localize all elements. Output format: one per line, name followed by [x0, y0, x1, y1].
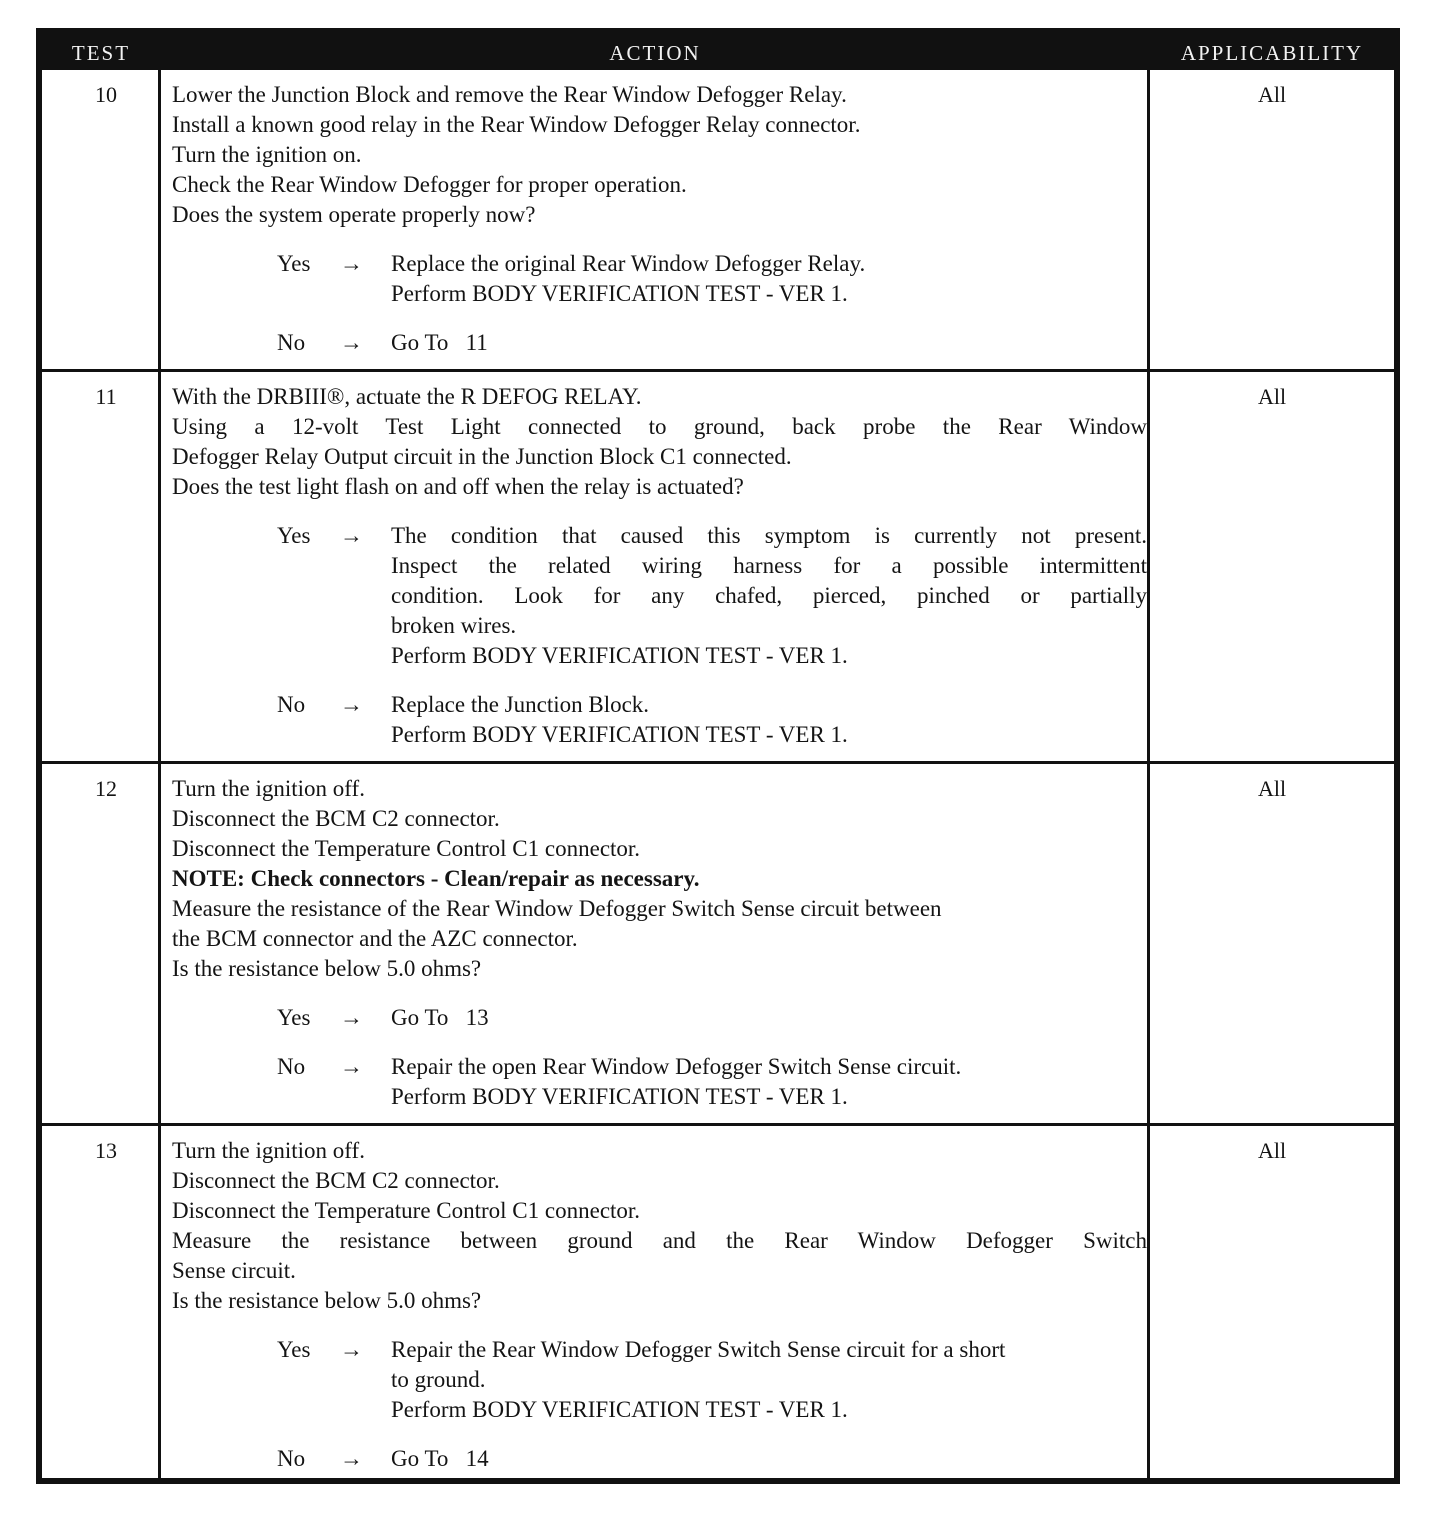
yes-label: Yes [277, 1005, 311, 1030]
action-line: Disconnect the Temperature Control C1 connector. [172, 836, 641, 861]
response-line: Perform BODY VERIFICATION TEST - VER 1. [391, 1397, 848, 1422]
response-line: Go To 11 [391, 330, 488, 355]
step-row-11 [42, 372, 1394, 761]
no-response [172, 328, 1147, 358]
response-line: condition. Look for any chafed, pierced, pinched or partially [391, 583, 1147, 608]
action-line: With the DRBIII®, actuate the R DEFOG RELAY. [172, 384, 642, 409]
action-line: Disconnect the BCM C2 connector. [172, 1168, 500, 1193]
right-arrow-icon: → [340, 1054, 363, 1079]
action-line: Turn the ignition off. [172, 1138, 365, 1163]
response-line: The condition that caused this symptom is currently not present. [391, 523, 1147, 548]
step-number: 13 [95, 1138, 117, 1163]
response-line: Go To 13 [391, 1005, 489, 1030]
action-line: Defogger Relay Output circuit in the Junction Block C1 connected. [172, 444, 792, 469]
action-line: Measure the resistance between ground and the Rear Window Defogger Switch [172, 1228, 1147, 1253]
no-label: No [277, 1054, 306, 1079]
right-arrow-icon: → [340, 251, 363, 276]
yes-response [172, 1003, 1147, 1033]
step-applicability: All [1257, 82, 1287, 107]
response-line: Perform BODY VERIFICATION TEST - VER 1. [391, 643, 848, 668]
action-line: Disconnect the Temperature Control C1 connector. [172, 1198, 641, 1223]
response-line: Perform BODY VERIFICATION TEST - VER 1. [391, 1084, 848, 1109]
no-label: No [277, 692, 306, 717]
step-row-10 [42, 70, 1394, 369]
action-line: Turn the ignition on. [172, 142, 362, 167]
response-line: Inspect the related wiring harness for a possible intermittent [391, 553, 1147, 578]
action-line: Check the Rear Window Defogger for proper operation. [172, 172, 687, 197]
no-response [172, 690, 1147, 750]
action-line: Does the system operate properly now? [172, 202, 536, 227]
right-arrow-icon: → [340, 1337, 363, 1362]
table-header [42, 34, 1394, 70]
step-action [172, 1136, 1147, 1474]
right-arrow-icon: → [340, 1005, 363, 1030]
response-line: broken wires. [391, 613, 517, 638]
response-line: Perform BODY VERIFICATION TEST - VER 1. [391, 281, 848, 306]
action-line: Is the resistance below 5.0 ohms? [172, 1288, 482, 1313]
step-number: 12 [95, 776, 117, 801]
action-line: Does the test light flash on and off when the relay is actuated? [172, 474, 744, 499]
action-line: Lower the Junction Block and remove the Rear Window Defogger Relay. [172, 82, 847, 107]
response-line: Go To 14 [391, 1446, 489, 1471]
action-line: Is the resistance below 5.0 ohms? [172, 956, 482, 981]
response-line: Replace the original Rear Window Defogger Relay. [391, 251, 866, 276]
step-action [172, 80, 1147, 358]
yes-response [172, 249, 1147, 309]
right-arrow-icon: → [340, 1446, 363, 1471]
step-action [172, 382, 1147, 750]
action-line: Turn the ignition off. [172, 776, 365, 801]
header-test: TEST [71, 41, 131, 65]
step-number: 11 [95, 384, 117, 409]
response-line: Perform BODY VERIFICATION TEST - VER 1. [391, 722, 848, 747]
right-arrow-icon: → [340, 523, 363, 548]
step-row-13 [42, 1126, 1394, 1478]
action-line: the BCM connector and the AZC connector. [172, 926, 578, 951]
step-applicability: All [1257, 1138, 1287, 1163]
response-line: Repair the Rear Window Defogger Switch Sense circuit for a short [391, 1337, 1006, 1362]
yes-label: Yes [277, 523, 311, 548]
yes-response [172, 1335, 1147, 1425]
response-line: Repair the open Rear Window Defogger Switch Sense circuit. [391, 1054, 962, 1079]
header-action: ACTION [609, 41, 701, 65]
yes-label: Yes [277, 1337, 311, 1362]
no-label: No [277, 330, 306, 355]
response-line: Replace the Junction Block. [391, 692, 650, 717]
action-line: Using a 12-volt Test Light connected to ground, back probe the Rear Window [172, 414, 1147, 439]
no-label: No [277, 1446, 306, 1471]
right-arrow-icon: → [340, 692, 363, 717]
step-row-12 [42, 764, 1394, 1123]
diagnostic-table [36, 28, 1400, 1484]
step-applicability: All [1257, 776, 1287, 801]
step-number: 10 [95, 82, 117, 107]
action-line: Install a known good relay in the Rear Window Defogger Relay connector. [172, 112, 861, 137]
right-arrow-icon: → [340, 330, 363, 355]
yes-label: Yes [277, 251, 311, 276]
no-response [172, 1444, 1147, 1474]
yes-response [172, 521, 1147, 671]
action-line: Disconnect the BCM C2 connector. [172, 806, 500, 831]
step-action [172, 774, 1147, 1112]
action-line: Sense circuit. [172, 1258, 296, 1283]
note-line: NOTE: Check connectors - Clean/repair as necessary. [172, 866, 700, 891]
no-response [172, 1052, 1147, 1112]
header-applicability: APPLICABILITY [1180, 41, 1364, 65]
action-line: Measure the resistance of the Rear Window Defogger Switch Sense circuit between [172, 896, 942, 921]
step-applicability: All [1257, 384, 1287, 409]
response-line: to ground. [391, 1367, 486, 1392]
